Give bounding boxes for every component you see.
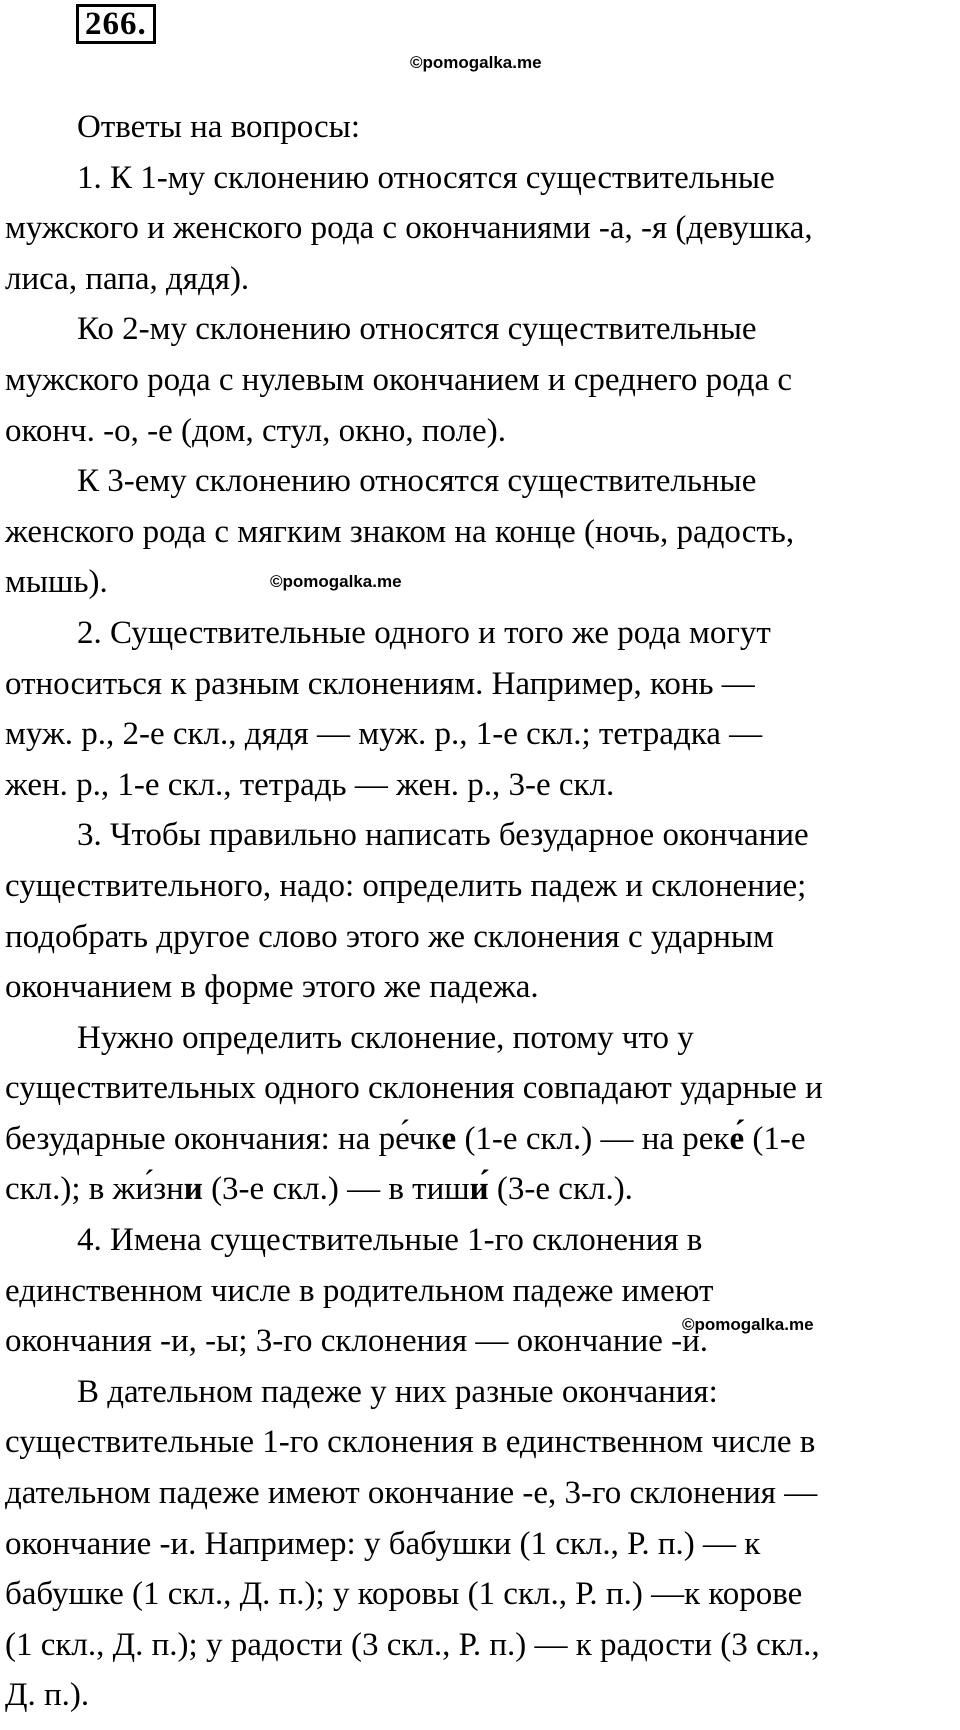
bold-ending: и [183,1171,203,1208]
text-line: оконч. -о, -е (дом, стул, окно, поле). [5,412,506,449]
text-line: жен. р., 1-е скл., тетрадь — жен. р., 3-е скл. [5,766,615,803]
text-line: существительного, надо: определить падеж и склонение; [5,867,807,904]
paragraph-8 [5,1367,955,1721]
paragraph-3 [5,456,955,608]
paragraph-2 [5,304,955,456]
text-line: лиса, папа, дядя). [5,260,250,297]
text-fragment: (1-е [744,1120,806,1157]
text-line: 3. Чтобы правильно написать безударное окончание [77,817,809,854]
text-line: единственном числе в родительном падеже имеют [5,1272,714,1309]
text-line: 2. Существительные одного и того же рода могут [77,614,771,651]
text-fragment: (3-е скл.) — в тиш [202,1171,470,1208]
text-line [5,1121,805,1157]
text-line: 4. Имена существительные 1-го склонения в [77,1222,703,1259]
text-line [5,1171,633,1207]
text-line: 1. К 1-му склонению относятся существительные [77,159,775,196]
text-fragment: скл.); в жи́зн [5,1171,184,1208]
text-line: Нужно определить склонение, потому что у [77,1019,694,1056]
text-line: муж. р., 2-е скл., дядя — муж. р., 1-е скл.; тетрадка — [5,716,763,753]
text-line: подобрать другое слово этого же склонения с ударным [5,918,774,955]
task-number: 266. [76,4,156,44]
text-line: Д. п.). [5,1677,90,1714]
text-line: существительные 1-го склонения в единственном числе в [5,1424,816,1461]
text-line: бабушке (1 скл., Д. п.); у коровы (1 скл., Р. п.) —к корове [5,1576,803,1613]
watermark: ©pomogalka.me [682,1315,814,1334]
paragraph-7 [5,1215,955,1367]
answer-text [5,102,955,1721]
text-line: окончание -и. Например: у бабушки (1 скл., Р. п.) — к [5,1525,761,1562]
watermark: ©pomogalka.me [270,572,402,591]
bold-ending: и́ [469,1171,489,1208]
text-line: В дательном падеже у них разные окончания: [77,1373,718,1410]
paragraph-5 [5,810,955,1012]
text-line: относиться к разным склонениям. Например, конь — [5,665,755,702]
text-line: мужского и женского рода с окончаниями -а, -я (девушка, [5,210,813,247]
text-line: Ко 2-му склонению относятся существительные [77,311,757,348]
text-fragment: (1-е скл.) — на рек [456,1120,730,1157]
text-fragment: (3-е скл.). [488,1171,633,1208]
text-line: К 3-ему склонению относятся существительные [77,463,757,500]
text-line: мужского рода с нулевым окончанием и среднего рода с [5,361,793,398]
text-fragment: безударные окончания: на ре́чк [5,1120,442,1157]
bold-ending: е [441,1120,457,1157]
watermark: ©pomogalka.me [410,53,542,72]
text-line: окончанием в форме этого же падежа. [5,969,539,1006]
paragraph-4 [5,608,955,810]
text-line: мышь). [5,564,108,601]
text-line: окончания -и, -ы; 3-го склонения — окончание -и. [5,1323,709,1360]
text-line: дательном падеже имеют окончание -е, 3-го склонения — [5,1475,818,1512]
text-line: (1 скл., Д. п.); у радости (3 скл., Р. п.) — к радости (3 скл., [5,1626,820,1663]
paragraph-1 [5,153,955,305]
heading: Ответы на вопросы: [77,109,361,145]
bold-ending: е́ [729,1120,745,1157]
paragraph-6 [5,1013,955,1215]
text-line: существительных одного склонения совпадают ударные и [5,1070,823,1107]
text-line: женского рода с мягким знаком на конце (ночь, радость, [5,513,795,550]
